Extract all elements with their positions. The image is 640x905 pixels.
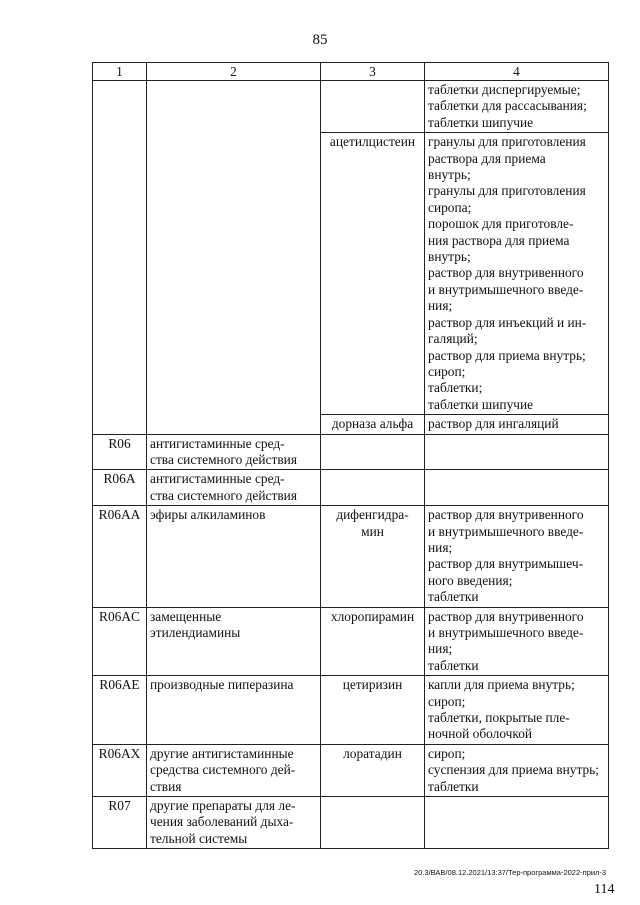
group-cell	[147, 607, 321, 676]
table-row	[93, 607, 609, 676]
group-line: средства системного дей-	[150, 762, 296, 778]
inn-line: лоратадин	[343, 745, 402, 761]
inn-cell	[321, 81, 425, 133]
forms-cell	[425, 676, 609, 745]
header-cell: 2	[147, 63, 321, 81]
form-line: раствора для приема	[428, 150, 546, 166]
footer-document-code: 20.3/ВАВ/08.12.2021/13:37/Тер-программа-2022-прил-3	[414, 868, 607, 877]
footer-page-number: 114	[594, 882, 615, 897]
form-line: порошок для приготовле-	[428, 216, 574, 232]
header-cell: 3	[321, 63, 425, 81]
form-line: и внутримышечного введе-	[428, 281, 584, 297]
forms-line: ния;	[428, 539, 453, 555]
table-row	[93, 434, 609, 470]
table-header-row	[93, 63, 609, 81]
inn-cell	[321, 607, 425, 676]
group-cell	[147, 470, 321, 506]
forms-line: таблетки	[428, 778, 479, 794]
inn-line: мин	[361, 523, 384, 539]
code-cell: R06AC	[93, 607, 147, 676]
table-row	[93, 744, 609, 796]
inn-line: дифенгидра-	[336, 507, 409, 523]
table-row	[93, 506, 609, 607]
form-line: раствор для приема внутрь;	[428, 347, 586, 363]
forms-cell	[425, 744, 609, 796]
forms-line: ного введения;	[428, 572, 513, 588]
page-number: 85	[312, 32, 328, 48]
inn-cell	[321, 744, 425, 796]
group-line: производные пиперазина	[150, 677, 294, 693]
group-cell	[147, 81, 321, 435]
forms-cell	[425, 133, 609, 415]
forms-cell	[425, 470, 609, 506]
form-line: гранулы для приготовления	[428, 183, 586, 199]
code-cell: R06AE	[93, 676, 147, 745]
forms-line: раствор для внутривенного	[428, 507, 584, 523]
inn-cell: дорназа альфа	[321, 415, 425, 434]
code-cell: R06	[93, 434, 147, 470]
form-line: раствор для ингаляций	[428, 416, 559, 432]
group-line: другие препараты для ле-	[150, 798, 296, 814]
forms-cell	[425, 434, 609, 470]
table-row	[93, 797, 609, 849]
form-line: сиропа;	[428, 199, 472, 215]
form-line: галяций;	[428, 331, 478, 347]
form-line: таблетки для рассасывания;	[428, 98, 587, 114]
form-line: внутрь;	[428, 167, 471, 183]
inn-cell	[321, 470, 425, 506]
forms-line: раствор для внутримышеч-	[428, 556, 584, 572]
forms-line: таблетки	[428, 589, 479, 605]
group-line: другие антигистаминные	[150, 745, 294, 761]
forms-line: капли для приема внутрь;	[428, 677, 575, 693]
group-line: замещенные	[150, 608, 222, 624]
forms-line: сироп;	[428, 745, 466, 761]
code-cell: R06AA	[93, 506, 147, 607]
drug-table	[92, 62, 609, 849]
forms-line: раствор для внутривенного	[428, 608, 584, 624]
group-line: этилендиамины	[150, 625, 241, 640]
forms-line: сироп;	[428, 693, 466, 709]
group-line: антигистаминные сред-	[150, 435, 285, 451]
inn-line: хлоропирамин	[330, 608, 415, 624]
group-cell	[147, 797, 321, 849]
header-cell: 4	[425, 63, 609, 81]
header-cell: 1	[93, 63, 147, 81]
form-line: гранулы для приготовления	[428, 134, 586, 150]
forms-line: таблетки, покрытые пле-	[428, 710, 570, 726]
group-cell	[147, 676, 321, 745]
forms-cell	[425, 81, 609, 133]
code-cell: R06AX	[93, 744, 147, 796]
forms-cell	[425, 506, 609, 607]
group-cell	[147, 744, 321, 796]
form-line: таблетки шипучие	[428, 114, 534, 130]
form-line: таблетки шипучие	[428, 396, 534, 412]
form-line: таблетки;	[428, 380, 483, 396]
group-line: тельной системы	[150, 830, 248, 846]
inn-cell	[321, 797, 425, 849]
group-line: эфиры алкиламинов	[150, 507, 266, 523]
form-line: сироп;	[428, 363, 466, 379]
inn-cell	[321, 676, 425, 745]
group-line: ства системного действия	[150, 487, 297, 503]
inn-cell	[321, 506, 425, 607]
form-line: раствор для инъекций и ин-	[428, 314, 587, 330]
group-line: ствия	[150, 778, 182, 794]
form-line: раствор для внутривенного	[428, 265, 584, 281]
group-line: антигистаминные сред-	[150, 471, 285, 487]
table-row-continued	[93, 81, 609, 133]
form-line: ния;	[428, 298, 453, 314]
form-line: внутрь;	[428, 249, 471, 265]
forms-line: и внутримышечного введе-	[428, 625, 584, 640]
code-cell: R07	[93, 797, 147, 849]
form-line: таблетки диспергируемые;	[428, 82, 581, 97]
forms-cell	[425, 415, 609, 434]
form-line: ния раствора для приема	[428, 232, 570, 248]
forms-line: ния;	[428, 641, 453, 657]
forms-line: ночной оболочкой	[428, 726, 533, 742]
group-line: ства системного действия	[150, 451, 297, 467]
forms-line: таблетки	[428, 657, 479, 673]
inn-line: цетиризин	[342, 677, 403, 693]
forms-line: суспензия для приема внутрь;	[428, 762, 600, 778]
inn-cell: ацетилцистеин	[321, 133, 425, 415]
group-line: чения заболеваний дыха-	[150, 814, 294, 830]
group-cell	[147, 434, 321, 470]
code-cell: R06A	[93, 470, 147, 506]
forms-cell	[425, 797, 609, 849]
forms-cell	[425, 607, 609, 676]
forms-line: и внутримышечного введе-	[428, 523, 584, 539]
inn-cell	[321, 434, 425, 470]
code-cell	[93, 81, 147, 435]
group-cell	[147, 506, 321, 607]
table-row	[93, 470, 609, 506]
table-row	[93, 676, 609, 745]
